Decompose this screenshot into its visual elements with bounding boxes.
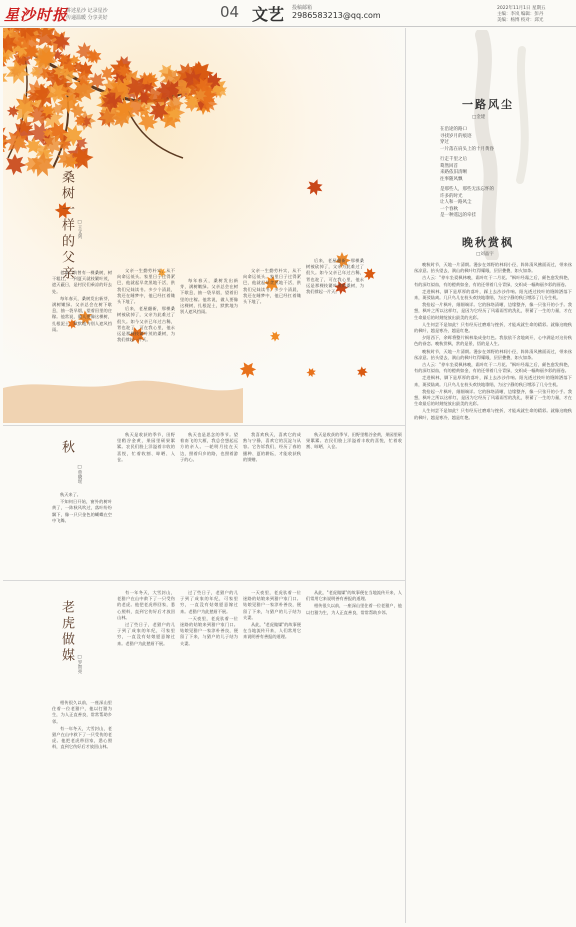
paragraph: 后来，老屋翻新，那棵桑树被砍掉了，父亲为此难过了很久。如今父亲已年过古稀，背也驼了，可在我心里，他永远是那棵枝繁叶茂的桑树，为我们撑起一片天。 — [306, 258, 364, 295]
page-number: 04 — [220, 3, 240, 21]
article-body-qiu-col3 — [180, 432, 238, 576]
section-divider — [3, 425, 405, 426]
paragraph: 秋天也是思念的季节。望着南飞的大雁，我总会想起远方的亲人。一轮明月挂在天边，照着归乡的路，也照着游子的心。 — [180, 432, 238, 462]
article-title-sangshu: 桑树一样的父亲 — [59, 170, 74, 282]
newspaper-logo: 星沙时报 — [4, 6, 69, 24]
article-title-wanqiu: 晚秋赏枫 — [462, 236, 514, 249]
article-body-laoxiao-col1 — [52, 700, 112, 920]
paragraph: 相传很久以前，一座深山里住着一位老猎户，他以打猎为生，为人正直善良，常常帮助乡邻。 — [52, 700, 112, 724]
poem-line: 许多的时光 — [440, 193, 463, 199]
article-body-qiu-col4 — [243, 432, 301, 576]
article-body-laoxiao-col3 — [180, 590, 238, 920]
paragraph: 相传很久以前，一座深山里住着一位老猎户，他以打猎为生，为人正直善良，常常帮助乡邻。 — [306, 603, 402, 615]
slogan-line2: 传递温暖 分享美好 — [66, 15, 108, 21]
paragraph: 每年春天，桑树发出新芽，满树嫩绿。父亲总会在树下歇息，抽一袋旱烟，望着田里的庄稼。他常说，做人要像这棵树，扎根泥土，默默地为别人遮风挡雨。 — [52, 295, 112, 332]
paragraph: 父亲一生勤劳朴实，从不向命运低头。家里日子过得紧巴，他就起早贪黑地干活，供我们兄妹读书。多少个清晨，我还在睡梦中，他已经扛着锄头下地了。 — [117, 268, 175, 305]
article-title-qiu: 秋 — [59, 440, 74, 456]
paragraph: 有一年冬天，大雪封山，老猎户在山中救下了一只受伤的老虎。他把老虎带回家，悉心照料，直到它伤好后才放回山林。 — [117, 590, 175, 620]
issue-date: 2022年11月1日 星期五 — [497, 6, 546, 11]
paragraph: 有一年冬天，大雪封山，老猎户在山中救下了一只受伤的老虎。他把老虎带回家，悉心照料，直到它伤好后才放回山林。 — [52, 725, 112, 750]
paragraph: 走进枫林，脚下是厚厚的落叶，踩上去沙沙作响。阳光透过枝叶的缝隙洒落下来，斑驳陆离。几只鸟儿在枝头欢快地歌唱，为这宁静的秋日增添了几分生机。 — [414, 375, 572, 387]
paragraph: 人生何尝不是如此？只有经历过磨难与挫折，才能成就生命的精彩。就像这晚秋的枫叶，越是寒冷，越是红艳。 — [414, 321, 572, 334]
article-body-sangshu-col4 — [243, 268, 301, 418]
section-divider — [3, 580, 405, 581]
poem-line: 穿过 — [440, 140, 449, 145]
paragraph: 晚秋时节，天地一片清朗。漫步在郊野的林间小径，阵阵清风拂面而过，带来丝丝凉意。抬头望去，满山的枫叶红得耀眼，层层叠叠，如火如荼。 — [414, 348, 572, 360]
paragraph: 过了些日子，老猎户的儿子到了成家的年纪，可家里穷，一直没有姑娘愿意嫁过来。老猎户为此愁眉不展。 — [117, 622, 175, 646]
article-author-qiu: □曾晓瑶 — [77, 465, 82, 484]
paragraph: 从此，"老虎做媒"的故事便在当地流传开来，人们常用它来说明善有善报的道理。 — [306, 590, 402, 602]
paragraph: 人生何尝不是如此？只有经历过磨难与挫折，才能成就生命的精彩。就像这晚秋的枫叶，越是寒冷，越是红艳。 — [414, 408, 572, 420]
paragraph: 从此，"老虎做媒"的故事便在当地流传开来，人们常用它来说明善有善报的道理。 — [243, 622, 301, 640]
paragraph: 走进枫林，脚下是厚厚的落叶，踩上去沙沙作响。阳光透过枝叶的缝隙洒落下来，斑驳陆离。几只鸟儿在枝头欢快地歌唱，为这宁静的秋日增添了几分生机。 — [414, 288, 572, 301]
paragraph: 老家门前曾有一棵桑树，树干粗壮，一到夏天就枝繁叶茂，遮天蔽日，是村民们乘凉的好去处。 — [52, 270, 112, 294]
poem-body — [440, 127, 560, 220]
poem-line: 是那些人，那些无法忘怀的 — [440, 187, 494, 192]
paragraph: 我拾起一片枫叶，细细端详。它的脉络清晰，边缘整齐，像一只张开的小手。我想，枫叶之所以这样红，是因为它经历了风霜雨雪的洗礼，积蓄了一生的力量，才在生命最后的时刻绽放出最美的光彩。 — [414, 388, 572, 407]
poem-line: 行走千里之后 — [440, 157, 467, 162]
contact-label: 投稿邮箱 — [292, 5, 313, 11]
poem-line: 来路依旧清晰 — [440, 170, 467, 175]
poem-line: 一个春秋 — [440, 206, 458, 212]
article-body-qiu-col2 — [117, 432, 175, 576]
section-title: 文艺 — [252, 5, 285, 24]
article-body-sangshu-col1 — [52, 270, 112, 420]
paragraph: 一天夜里，老虎驮着一位迷路的姑娘来到猎户家门口。姑娘见猎户一家淳朴善良，便留了下来，与猎户的儿子结为夫妻。 — [243, 590, 301, 620]
column-divider — [405, 28, 406, 923]
poem-line: 让人和一路风尘 — [440, 200, 472, 205]
paragraph: 不知何日开始，窗外的树叶黄了，一阵秋风吹过，落叶纷纷飘下，像一只只金色的蝴蝶在空中飞舞。 — [52, 499, 112, 523]
paragraph: 晚秋时节，天地一片清朗。漫步在郊野的林间小径，阵阵清风拂面而过，带来丝丝凉意。抬头望去，满山的枫叶红得耀眼，层层叠叠，如火如荼。 — [414, 262, 572, 274]
poem-author: □金建 — [472, 115, 486, 120]
paragraph: 秋天来了。 — [60, 492, 81, 497]
article-body-laoxiao-col2 — [117, 590, 175, 920]
poem-line: 往事随风飘 — [440, 176, 463, 182]
paragraph: 我拾起一片枫叶，细细端详。它的脉络清晰，边缘整齐，像一只张开的小手。我想，枫叶之所以这样红，是因为它经历了风霜雨雪的洗礼，积蓄了一生的力量，才在生命最后的时刻绽放出最美的光彩。 — [414, 302, 572, 320]
poem-line: 一片落在肩头上的十月黄昏 — [440, 146, 494, 152]
editor-credit: 主编：李岚 编辑：彭丹 — [497, 12, 544, 17]
paragraph: 夕阳西下，余晖将整片枫林染成金红色。我依依不舍地离开，心中满是对这份秋色的眷恋。晚秋赏枫，赏的是景，悟的是人生。 — [414, 335, 572, 347]
poem-title: 一路风尘 — [462, 98, 514, 111]
article-body-wanqiu — [414, 262, 572, 917]
article-body-laoxiao-col4 — [243, 590, 301, 920]
paragraph: 秋天是收获的季节，田野里稻谷金黄，果园里硕果累累。农民们脸上洋溢着丰收的喜悦，忙着收割、晾晒、入仓。 — [306, 432, 402, 450]
paragraph: 古人云："停车坐爱枫林晚，霜叶红于二月花。"枫叶经霜之后，颜色愈发鲜艳，有的深红似血，有的橙黄如金，有的还带着几分青绿，交织成一幅绚丽多彩的画卷。 — [414, 362, 572, 374]
poem-line: 是一种遥远的牵挂 — [440, 213, 476, 218]
paragraph: 秋天是收获的季节，田野里稻谷金黄，果园里硕果累累。农民们脸上洋溢着丰收的喜悦，忙着收割、晾晒、入仓。 — [117, 432, 175, 462]
article-body-qiu-col1 — [52, 492, 112, 576]
article-title-laoxiao: 老虎做媒 — [59, 600, 74, 664]
article-body-qiu-col5 — [306, 432, 402, 576]
paragraph: 一天夜里，老虎驮着一位迷路的姑娘来到猎户家门口。姑娘见猎户一家淳朴善良，便留了下来，与猎户的儿子结为夫妻。 — [180, 615, 238, 646]
slogan-line1: 讲述星沙 记录星沙 — [66, 8, 108, 14]
contact-email[interactable]: 2986583213@qq.com — [292, 11, 381, 20]
article-author-laoxiao: □罗智亮 — [77, 655, 82, 674]
designer-credit: 美编：杨博 校对：邱光 — [497, 18, 544, 23]
article-body-laoxiao-col5 — [306, 590, 402, 920]
paragraph: 每年春天，桑树发出新芽，满树嫩绿。父亲总会在树下歇息，抽一袋旱烟，望着田里的庄稼。他常说，做人要像这棵树，扎根泥土，默默地为别人遮风挡雨。 — [180, 278, 238, 315]
poem-line: 蓦然回首 — [440, 163, 458, 169]
article-body-sangshu-col3 — [180, 278, 238, 418]
poem-line: 在沿途的路口 — [440, 127, 467, 132]
article-body-sangshu-col5 — [306, 258, 364, 418]
paragraph: 我喜欢秋天，喜欢它的成熟与宁静，喜欢它的沉淀与从容。它告诉我们，经历了春的播种、夏的耕耘，才能收获秋的馈赠。 — [243, 432, 301, 462]
paragraph: 父亲一生勤劳朴实，从不向命运低头。家里日子过得紧巴，他就起早贪黑地干活，供我们兄妹读书。多少个清晨，我还在睡梦中，他已经扛着锄头下地了。 — [243, 268, 301, 305]
article-author-sangshu: □王文剑 — [77, 220, 82, 239]
poem-line: 寻找岁月的痕迹 — [440, 133, 472, 139]
article-body-sangshu-col2 — [117, 268, 175, 418]
article-author-wanqiu: □刘晶宇 — [476, 252, 494, 257]
paragraph: 后来，老屋翻新，那棵桑树被砍掉了，父亲为此难过了很久。如今父亲已年过古稀，背也驼了，可在我心里，他永远是那棵枝繁叶茂的桑树，为我们撑起一片天。 — [117, 306, 175, 343]
paragraph: 过了些日子，老猎户的儿子到了成家的年纪，可家里穷，一直没有姑娘愿意嫁过来。老猎户为此愁眉不展。 — [180, 590, 238, 614]
paragraph: 古人云："停车坐爱枫林晚，霜叶红于二月花。"枫叶经霜之后，颜色愈发鲜艳，有的深红似血，有的橙黄如金，有的还带着几分青绿，交织成一幅绚丽多彩的画卷。 — [414, 275, 572, 287]
